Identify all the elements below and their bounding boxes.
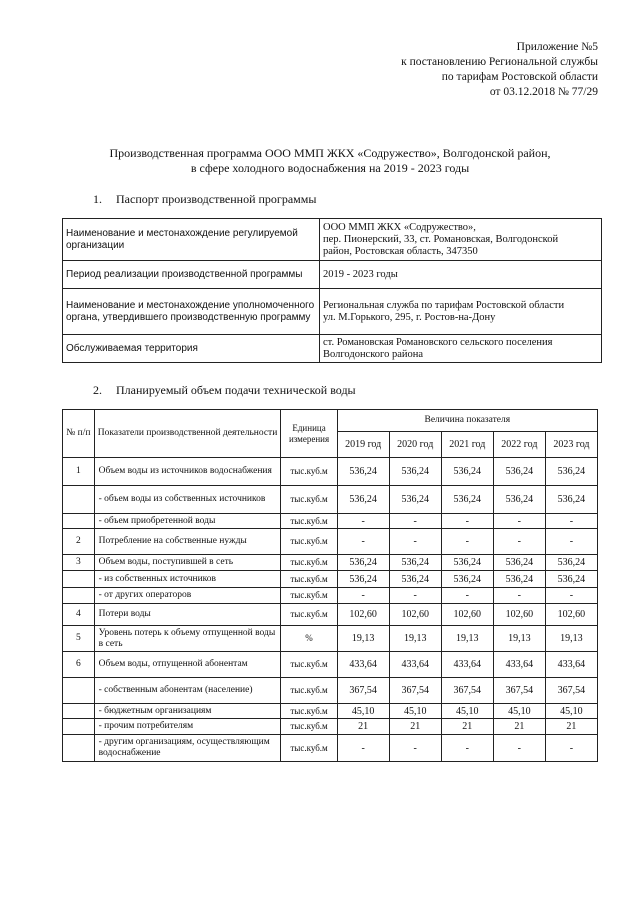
row-unit: %: [281, 626, 337, 652]
row-value: -: [441, 514, 493, 529]
header-unit: Единица измерения: [281, 410, 337, 458]
table-row: [63, 555, 598, 571]
approval-line-3: по тарифам Ростовской области: [441, 71, 598, 83]
row-value: 45,10: [337, 704, 389, 719]
row-value: 19,13: [545, 626, 597, 652]
passport-value: [320, 289, 602, 335]
table-row: [63, 704, 598, 719]
row-value: -: [441, 529, 493, 555]
row-number: [63, 678, 95, 704]
row-value: 536,24: [337, 555, 389, 571]
passport-row: [63, 261, 602, 289]
row-indicator: - собственным абонентам (население): [94, 678, 281, 704]
row-value: -: [337, 735, 389, 762]
row-value: 536,24: [493, 571, 545, 588]
row-indicator: - объем приобретенной воды: [94, 514, 281, 529]
passport-key: Период реализации производственной программы: [63, 261, 320, 289]
table-row: [63, 486, 598, 514]
row-value: 102,60: [441, 604, 493, 626]
header-year: 2020 год: [389, 432, 441, 458]
row-value: 21: [337, 719, 389, 735]
row-value: 536,24: [441, 486, 493, 514]
row-value: 536,24: [389, 486, 441, 514]
row-value: 536,24: [337, 458, 389, 486]
row-unit: тыс.куб.м: [281, 529, 337, 555]
water-volume-table: [62, 409, 598, 762]
row-value: 433,64: [441, 652, 493, 678]
row-value: 102,60: [545, 604, 597, 626]
row-value: 102,60: [493, 604, 545, 626]
table-row: [63, 604, 598, 626]
row-number: [63, 571, 95, 588]
approval-header: [401, 40, 598, 100]
table-row: [63, 626, 598, 652]
row-indicator: - прочим потребителям: [94, 719, 281, 735]
row-number: 3: [63, 555, 95, 571]
approval-line-4: от 03.12.2018 № 77/29: [489, 86, 598, 98]
passport-key: Наименование и местонахождение уполномоченного органа, утвердившего производственную программу: [63, 289, 320, 335]
passport-value-line: ст. Романовская Романовского сельского поселения: [323, 336, 553, 348]
passport-key: Наименование и местонахождение регулируемой организации: [63, 219, 320, 261]
passport-value-line: пер. Пионерский, 33, ст. Романовская, Волгодонской: [323, 233, 559, 245]
row-value: 536,24: [493, 486, 545, 514]
row-value: 536,24: [389, 555, 441, 571]
row-value: 367,54: [337, 678, 389, 704]
row-value: 433,64: [545, 652, 597, 678]
section-2-title: Планируемый объем подачи технической воды: [116, 383, 356, 397]
row-value: -: [389, 514, 441, 529]
row-value: -: [545, 588, 597, 604]
row-number: [63, 735, 95, 762]
row-value: -: [337, 588, 389, 604]
row-number: 5: [63, 626, 95, 652]
passport-value-line: район, Ростовская область, 347350: [323, 245, 478, 257]
row-value: 45,10: [389, 704, 441, 719]
row-value: 19,13: [337, 626, 389, 652]
row-value: -: [337, 529, 389, 555]
row-value: 45,10: [545, 704, 597, 719]
row-value: 536,24: [441, 571, 493, 588]
row-value: 536,24: [493, 458, 545, 486]
row-value: 536,24: [493, 555, 545, 571]
row-value: 367,54: [493, 678, 545, 704]
header-value-group: Величина показателя: [337, 410, 597, 432]
row-number: [63, 719, 95, 735]
passport-value-line: 2019 - 2023 годы: [323, 268, 398, 280]
row-unit: тыс.куб.м: [281, 458, 337, 486]
row-value: 102,60: [337, 604, 389, 626]
row-value: -: [545, 529, 597, 555]
passport-value-line: Региональная служба по тарифам Ростовской области: [323, 299, 565, 311]
table-row: [63, 514, 598, 529]
row-unit: тыс.куб.м: [281, 735, 337, 762]
section-1-heading: [93, 192, 316, 207]
row-indicator: - бюджетным организациям: [94, 704, 281, 719]
header-indicator: Показатели производственной деятельности: [94, 410, 281, 458]
passport-table: [62, 218, 602, 363]
row-indicator: - другим организациям, осуществляющим водоснабжение: [94, 735, 281, 762]
passport-key: Обслуживаемая территория: [63, 335, 320, 363]
row-value: -: [389, 735, 441, 762]
section-1-number: 1.: [93, 192, 102, 206]
row-value: 536,24: [441, 555, 493, 571]
row-unit: тыс.куб.м: [281, 678, 337, 704]
row-value: 45,10: [493, 704, 545, 719]
row-value: -: [441, 588, 493, 604]
passport-value: [320, 219, 602, 261]
header-year: 2023 год: [545, 432, 597, 458]
row-number: [63, 588, 95, 604]
row-number: [63, 704, 95, 719]
row-value: -: [493, 735, 545, 762]
header-year: 2021 год: [441, 432, 493, 458]
row-value: 536,24: [545, 555, 597, 571]
row-number: [63, 486, 95, 514]
row-value: -: [545, 735, 597, 762]
row-unit: тыс.куб.м: [281, 514, 337, 529]
row-value: 102,60: [389, 604, 441, 626]
row-indicator: Объем воды, отпущенной абонентам: [94, 652, 281, 678]
document-title: [60, 146, 600, 176]
row-value: 21: [441, 719, 493, 735]
row-value: -: [545, 514, 597, 529]
row-unit: тыс.куб.м: [281, 719, 337, 735]
row-number: 2: [63, 529, 95, 555]
passport-value: [320, 261, 602, 289]
table-body: [63, 458, 598, 762]
row-value: 21: [389, 719, 441, 735]
row-indicator: Уровень потерь к объему отпущенной воды в сеть: [94, 626, 281, 652]
row-value: 536,24: [389, 458, 441, 486]
passport-row: [63, 219, 602, 261]
header-year: 2022 год: [493, 432, 545, 458]
title-line-1: Производственная программа ООО ММП ЖКХ «Содружество», Волгодонской район,: [109, 146, 551, 160]
row-value: 536,24: [337, 571, 389, 588]
row-value: 536,24: [389, 571, 441, 588]
row-indicator: Потери воды: [94, 604, 281, 626]
row-value: 21: [493, 719, 545, 735]
row-indicator: Объем воды, поступившей в сеть: [94, 555, 281, 571]
row-value: -: [389, 588, 441, 604]
row-indicator: Потребление на собственные нужды: [94, 529, 281, 555]
table-row: [63, 458, 598, 486]
passport-value-line: Волгодонского района: [323, 348, 424, 360]
row-value: 367,54: [389, 678, 441, 704]
row-value: -: [337, 514, 389, 529]
passport-row: [63, 289, 602, 335]
table-row: [63, 571, 598, 588]
title-line-2: в сфере холодного водоснабжения на 2019 - 2023 годы: [190, 161, 470, 175]
row-value: 19,13: [389, 626, 441, 652]
row-value: -: [441, 735, 493, 762]
row-value: 536,24: [337, 486, 389, 514]
row-value: 45,10: [441, 704, 493, 719]
row-value: 367,54: [545, 678, 597, 704]
header-number: № п/п: [63, 410, 95, 458]
approval-line-2: к постановлению Региональной службы: [401, 56, 598, 68]
table-row: [63, 588, 598, 604]
row-number: [63, 514, 95, 529]
table-row: [63, 652, 598, 678]
row-unit: тыс.куб.м: [281, 486, 337, 514]
passport-value-line: ООО ММП ЖКХ «Содружество»,: [323, 221, 476, 233]
row-value: -: [493, 514, 545, 529]
row-value: 433,64: [493, 652, 545, 678]
table-row: [63, 719, 598, 735]
row-value: 536,24: [441, 458, 493, 486]
row-value: 433,64: [337, 652, 389, 678]
row-value: 19,13: [441, 626, 493, 652]
approval-line-1: Приложение №5: [516, 41, 598, 53]
row-unit: тыс.куб.м: [281, 704, 337, 719]
row-unit: тыс.куб.м: [281, 588, 337, 604]
row-indicator: - из собственных источников: [94, 571, 281, 588]
row-value: -: [389, 529, 441, 555]
row-unit: тыс.куб.м: [281, 604, 337, 626]
row-value: -: [493, 529, 545, 555]
table-header-row: [63, 410, 598, 432]
row-indicator: - объем воды из собственных источников: [94, 486, 281, 514]
table-row: [63, 678, 598, 704]
row-value: 21: [545, 719, 597, 735]
row-unit: тыс.куб.м: [281, 652, 337, 678]
row-number: 1: [63, 458, 95, 486]
table-row: [63, 529, 598, 555]
header-year: 2019 год: [337, 432, 389, 458]
row-value: 536,24: [545, 458, 597, 486]
passport-value: [320, 335, 602, 363]
row-value: 433,64: [389, 652, 441, 678]
table-row: [63, 735, 598, 762]
row-value: 367,54: [441, 678, 493, 704]
section-2-number: 2.: [93, 383, 102, 397]
section-1-title: Паспорт производственной программы: [116, 192, 317, 206]
row-value: -: [493, 588, 545, 604]
row-value: 536,24: [545, 571, 597, 588]
passport-value-line: ул. М.Горького, 295, г. Ростов-на-Дону: [323, 311, 496, 323]
passport-row: [63, 335, 602, 363]
row-number: 4: [63, 604, 95, 626]
row-number: 6: [63, 652, 95, 678]
row-indicator: Объем воды из источников водоснабжения: [94, 458, 281, 486]
row-value: 536,24: [545, 486, 597, 514]
section-2-heading: [93, 383, 356, 398]
row-value: 19,13: [493, 626, 545, 652]
row-unit: тыс.куб.м: [281, 555, 337, 571]
row-unit: тыс.куб.м: [281, 571, 337, 588]
row-indicator: - от других операторов: [94, 588, 281, 604]
